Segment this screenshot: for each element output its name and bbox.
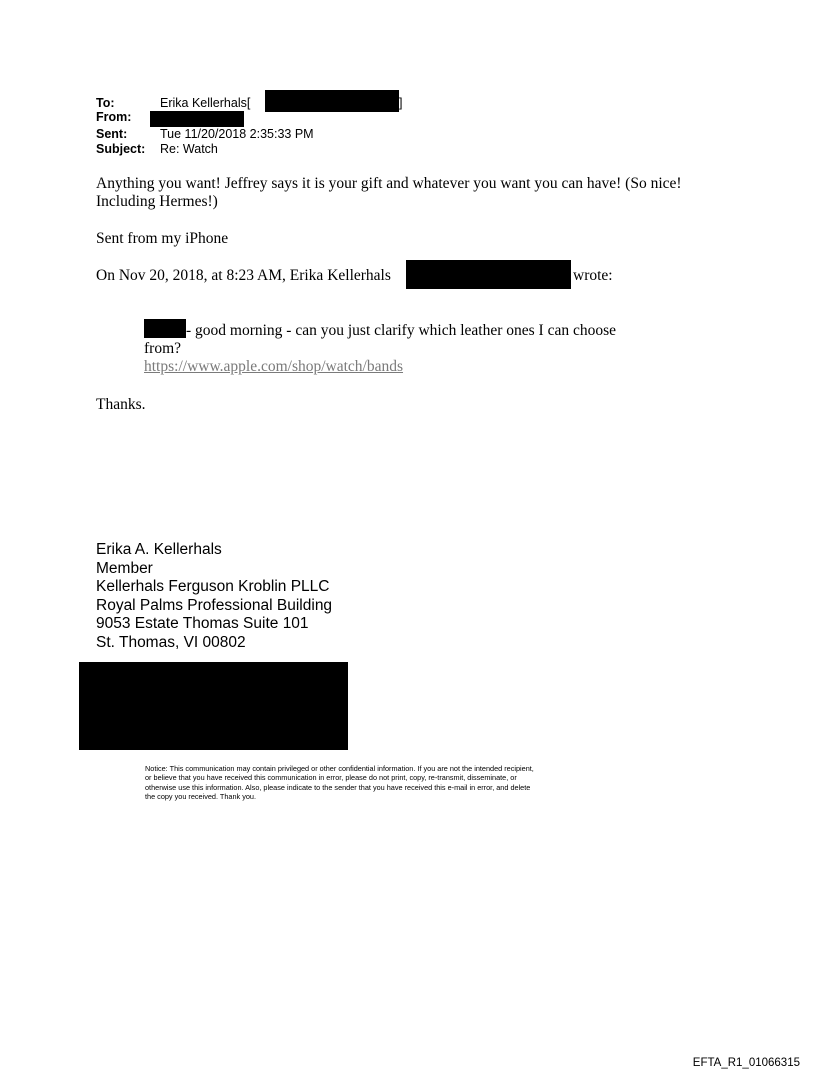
signature-firm: Kellerhals Ferguson Kroblin PLLC [96,578,330,596]
subject-value: Re: Watch [160,142,218,156]
notice-line-2: or believe that you have received this communication in error, please do not print, copy, re-transmit, disseminate, or [145,773,517,783]
message-line-2: Including Hermes!) [96,193,218,210]
from-label: From: [96,110,132,124]
signature-contact-redaction [79,662,348,750]
sender-email-redaction [406,260,571,289]
message-line-1: Anything you want! Jeffrey says it is your gift and whatever you want you can have! (So nice! [96,175,682,192]
signature-building: Royal Palms Professional Building [96,596,333,614]
from-redaction [150,111,244,127]
name-redaction [144,319,186,338]
notice-line-3: otherwise use this information. Also, please indicate to the sender that you have received this e-mail in error, and delete [145,782,531,792]
quoted-line-2: from? [144,340,182,357]
notice-line-1: Notice: This communication may contain privileged or other confidential information. If you are not the intended recipient, [145,764,534,773]
subject-label: Subject: [96,142,146,156]
signature-title: Member [96,559,153,577]
signature-block [96,541,332,653]
sent-label: Sent: [96,127,128,141]
signature-city: St. Thomas, VI 00802 [96,633,246,651]
document-id: EFTA_R1_01066315 [692,1057,800,1069]
to-redaction [265,90,399,112]
sent-value: Tue 11/20/2018 2:35:33 PM [160,127,314,141]
notice-line-4: the copy you received. Thank you. [145,792,257,802]
to-value-tail: ] [399,96,403,110]
watch-bands-link[interactable]: https://www.apple.com/shop/watch/bands [144,358,404,375]
quote-intro-prefix: On Nov 20, 2018, at 8:23 AM, Erika Kellerhals [96,267,391,284]
to-label: To: [96,96,115,110]
to-value: Erika Kellerhals[ [160,96,251,110]
signature-name: Erika A. Kellerhals [96,541,222,558]
sent-from-line: Sent from my iPhone [96,230,229,247]
quote-intro-suffix: wrote: [573,267,613,284]
thanks-line: Thanks. [96,396,146,413]
quoted-line-1: - good morning - can you just clarify which leather ones I can choose [186,322,616,339]
confidentiality-notice [145,764,685,802]
signature-street: 9053 Estate Thomas Suite 101 [96,615,309,633]
